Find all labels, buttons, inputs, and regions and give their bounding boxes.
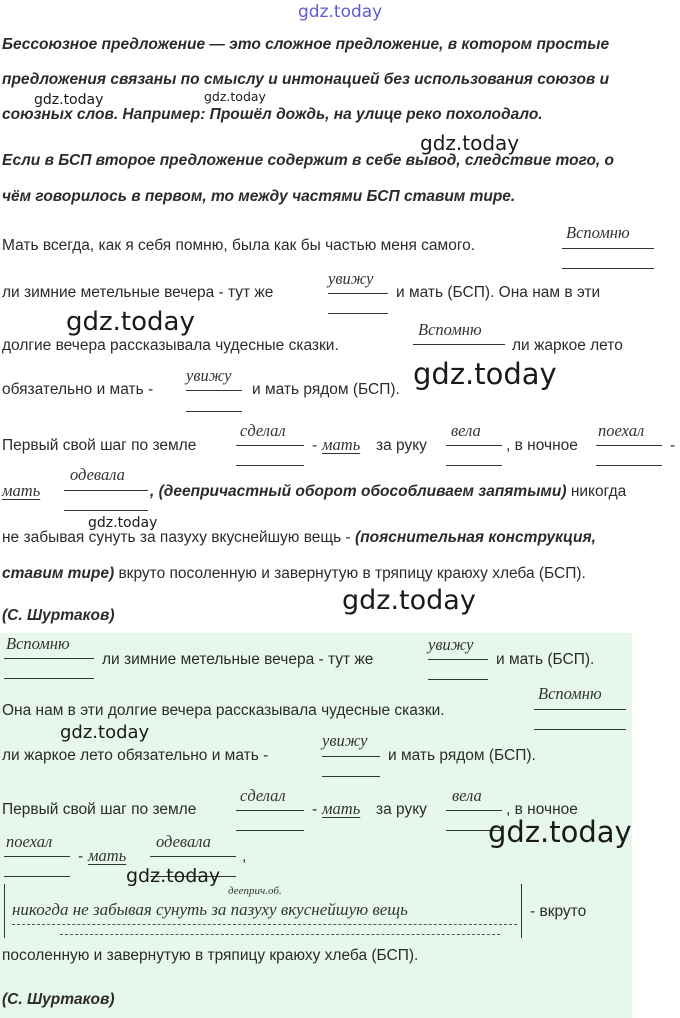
word-vspomnyu-1: Вспомню [566, 223, 630, 242]
answer-line-1b: и мать (БСП). [496, 651, 595, 668]
theory-line-3: союзных слов. Например: Прошёл дождь, на улице реко похолодало. [2, 106, 543, 123]
task-line-5c: за руку [376, 437, 427, 454]
word-vela-1: вела [451, 421, 481, 440]
underline-rule [446, 445, 502, 446]
answer-line-4c: за руку [376, 801, 427, 818]
task-line-1: Мать всегда, как я себя помню, была как бы частью меня самого. [2, 237, 476, 254]
task-line-4b: и мать рядом (БСП). [252, 381, 400, 398]
answer-comma: , [242, 848, 247, 865]
task-comment-dash: ставим тире) [2, 565, 115, 582]
word-mat-1: мать [322, 435, 361, 454]
watermark: gdz.today [413, 357, 557, 391]
ans-word-mat-2: мать [88, 846, 127, 865]
underline-rule [236, 830, 304, 831]
ans-word-vspomnyu-2: Вспомню [538, 684, 602, 703]
bracket-left [4, 884, 5, 938]
task-line-4a: обязательно и мать - [2, 381, 154, 398]
task-dash: - [670, 437, 676, 454]
underline-rule [428, 659, 488, 660]
watermark: gdz.today [88, 515, 158, 531]
underline-rule [64, 490, 148, 491]
answer-dash: - [78, 848, 84, 865]
underline-rule [322, 776, 380, 777]
word-uvizhu-1: увижу [328, 269, 374, 288]
underline-rule [150, 856, 236, 857]
underline-rule [4, 658, 94, 659]
task-line-3a: долгие вечера рассказывала чудесные сказки. [2, 337, 339, 354]
task-line-2a: ли зимние метельные вечера - тут же [2, 284, 274, 301]
header-watermark: gdz.today [298, 2, 383, 22]
task-line-8b: вкруто посоленную и завернутую в тряпицу краюху хлеба (БСП). [114, 565, 586, 582]
ans-word-uvizhu-1: увижу [428, 635, 474, 654]
answer-line-3b: и мать рядом (БСП). [388, 747, 536, 764]
task-line-2b: и мать (БСП). Она нам в эти [396, 284, 601, 301]
ans-word-poekhal: поехал [6, 832, 53, 851]
underline-rule [328, 313, 388, 314]
underline-rule [322, 756, 380, 757]
underline-rule [64, 510, 148, 511]
underline-rule [534, 729, 626, 730]
word-uvizhu-2: увижу [186, 366, 232, 385]
answer-line-6b: - вкруто [530, 903, 587, 920]
answer-line-4a: Первый свой шаг по земле [2, 801, 197, 818]
word-vspomnyu-2: Вспомню [418, 320, 482, 339]
ans-word-odevala: одевала [156, 832, 211, 851]
underline-rule [596, 465, 662, 466]
underline-rule [328, 293, 388, 294]
watermark: gdz.today [204, 89, 266, 104]
task-line-6b: никогда [566, 483, 627, 500]
task-comment-explanatory: (пояснительная конструкция, [355, 529, 596, 546]
underline-rule [446, 810, 502, 811]
watermark: gdz.today [420, 131, 520, 155]
task-line-7a: не забывая сунуть за пазуху вкуснейшую вещь - [2, 529, 356, 546]
underline-rule [596, 445, 662, 446]
answer-author: (С. Шуртаков) [2, 991, 115, 1008]
participle-underline [60, 934, 500, 935]
task-comment-participle: , (деепричастный оборот обособливаем запятыми) [150, 483, 567, 500]
watermark: gdz.today [342, 585, 476, 616]
underline-rule [4, 876, 70, 877]
underline-rule [562, 248, 654, 249]
task-line-5d: , в ночное [506, 437, 578, 454]
answer-line-3a: ли жаркое лето обязательно и мать - [2, 747, 269, 764]
underline-rule [428, 679, 488, 680]
task-line-5a: Первый свой шаг по земле [2, 437, 197, 454]
underline-rule [4, 856, 70, 857]
theory-line-1: Бессоюзное предложение — это сложное предложение, в котором простые [2, 36, 610, 53]
underline-rule [534, 709, 626, 710]
ans-word-sdelal: сделал [240, 786, 286, 805]
bracket-right [521, 884, 522, 938]
participle-phrase: никогда не забывая сунуть за пазуху вкуснейшую вещь [12, 900, 408, 919]
ans-word-vspomnyu-1: Вспомню [6, 634, 70, 653]
ans-word-uvizhu-2: увижу [322, 731, 368, 750]
participle-note: дееприч.об. [228, 885, 282, 897]
ans-word-mat-1: мать [322, 799, 361, 818]
ans-word-vela: вела [452, 786, 482, 805]
theory-line-4: Если в БСП второе предложение содержит в себе вывод, следствие того, о [2, 152, 615, 169]
word-odevala-1: одевала [70, 465, 125, 484]
task-line-3b: ли жаркое лето [512, 337, 623, 354]
answer-dash: - [312, 801, 318, 818]
underline-rule [186, 411, 242, 412]
theory-line-2: предложения связаны по смыслу и интонацией без использования союзов и [2, 71, 610, 88]
answer-line-1: ли зимние метельные вечера - тут же [102, 651, 374, 668]
underline-rule [562, 268, 654, 269]
watermark: gdz.today [60, 722, 150, 743]
underline-rule [236, 810, 304, 811]
underline-rule [4, 678, 94, 679]
word-sdelal-1: сделал [240, 421, 286, 440]
underline-rule [413, 344, 505, 345]
answer-line-4d: , в ночное [506, 801, 578, 818]
underline-rule [186, 390, 242, 391]
answer-line-7: посоленную и завернутую в тряпицу краюху хлеба (БСП). [2, 947, 419, 964]
watermark: gdz.today [66, 307, 195, 337]
task-dash: - [312, 437, 318, 454]
underline-rule [236, 465, 304, 466]
watermark: gdz.today [488, 815, 632, 849]
answer-line-2: Она нам в эти долгие вечера рассказывала чудесные сказки. [2, 702, 445, 719]
word-poekhal-1: поехал [598, 421, 645, 440]
theory-line-5: чём говорилось в первом, то между частями БСП ставим тире. [2, 188, 516, 205]
participle-underline [12, 924, 517, 925]
watermark: gdz.today [126, 865, 221, 887]
task-author: (С. Шуртаков) [2, 607, 115, 624]
word-mat-2: мать [2, 481, 41, 500]
underline-rule [236, 445, 304, 446]
watermark: gdz.today [34, 92, 104, 108]
underline-rule [446, 465, 502, 466]
